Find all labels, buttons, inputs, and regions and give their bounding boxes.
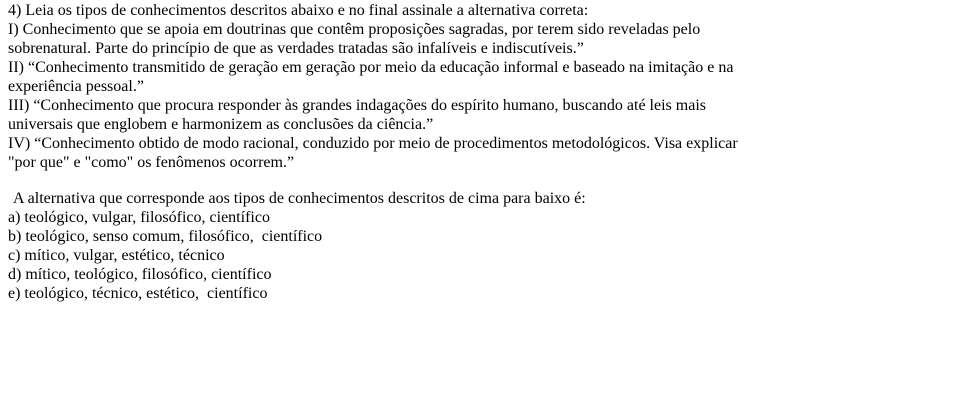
- knowledge-item-4: [8, 134, 948, 172]
- option-c: c) mítico, vulgar, estético, técnico: [8, 247, 225, 264]
- question-prompt: A alternativa que corresponde aos tipos de conhecimentos descritos de cima para baixo é:: [13, 190, 586, 207]
- item-2-line-1: II) “Conhecimento transmitido de geração em geração por meio da educação informal e baseado na imitação e na: [8, 59, 734, 76]
- question-header: 4) Leia os tipos de conhecimentos descritos abaixo e no final assinale a alternativa correta:: [8, 2, 589, 19]
- option-a: a) teológico, vulgar, filosófico, científico: [8, 209, 270, 226]
- answer-options: [8, 208, 948, 303]
- item-3-line-1: III) “Conhecimento que procura responder às grandes indagações do espírito humano, buscando até leis mais: [8, 97, 706, 114]
- option-d: d) mítico, teológico, filosófico, científico: [8, 266, 272, 283]
- question-document: [8, 0, 948, 303]
- item-1-line-2: sobrenatural. Parte do princípio de que as verdades tratadas são infalíveis e indiscutíveis.”: [8, 40, 584, 57]
- knowledge-item-1: [8, 20, 948, 58]
- item-2-line-2: experiência pessoal.”: [8, 78, 144, 95]
- paragraph-spacer: [8, 172, 948, 189]
- item-4-line-1: IV) “Conhecimento obtido de modo racional, conduzido por meio de procedimentos metodológicos. Visa explicar: [8, 135, 738, 152]
- knowledge-item-2: [8, 58, 948, 96]
- option-b: b) teológico, senso comum, filosófico, científico: [8, 228, 323, 245]
- item-1-line-1: I) Conhecimento que se apoia em doutrinas que contêm proposições sagradas, por terem sido reveladas pelo: [8, 21, 701, 38]
- item-3-line-2: universais que englobem e harmonizem as conclusões da ciência.”: [8, 116, 434, 133]
- option-e: e) teológico, técnico, estético, científico: [8, 285, 268, 302]
- item-4-line-2: "por que" e "como" os fenômenos ocorrem.”: [8, 154, 295, 171]
- knowledge-item-3: [8, 96, 948, 134]
